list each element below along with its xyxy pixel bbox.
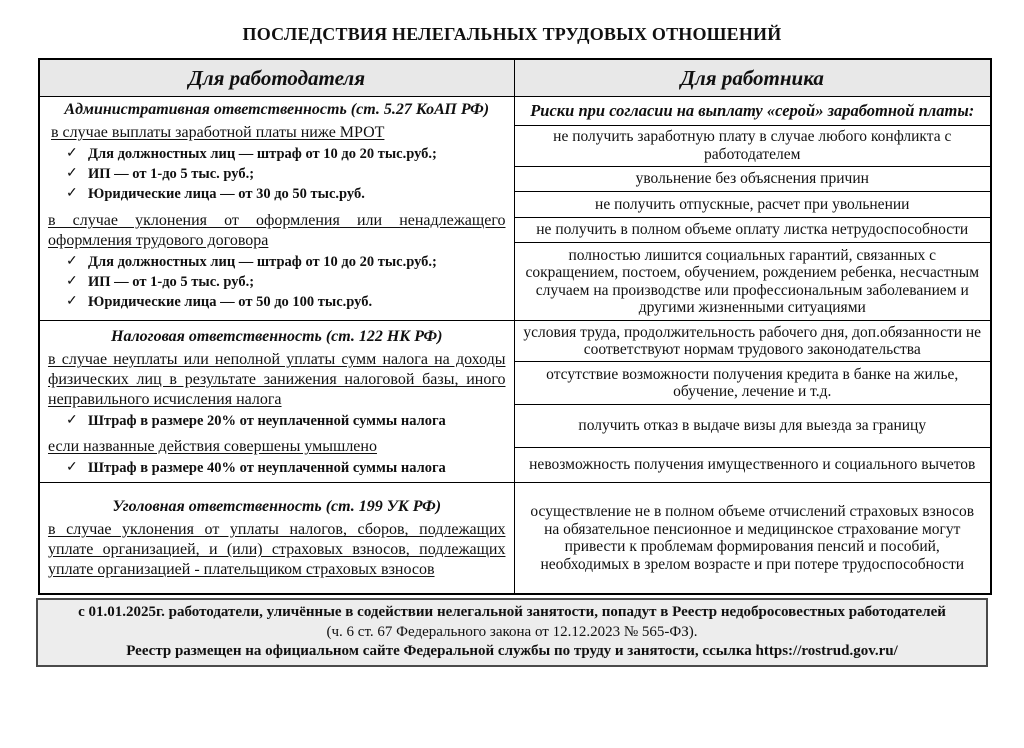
risk-item: не получить в полном объеме оплату листка нетрудоспособности bbox=[514, 217, 991, 243]
risk-item: отсутствие возможности получения кредита в банке на жилье, обучение, лечение и т.д. bbox=[514, 362, 991, 405]
list-item bbox=[48, 411, 506, 431]
registry-notice-line-1: с 01.01.2025г. работодатели, уличённые в содействии нелегальной занятости, попадут в Реестр недобросовестных работодателей bbox=[78, 604, 946, 620]
table-header-row bbox=[39, 59, 991, 97]
fine-text: Юридические лица — от 30 до 50 тыс.руб. bbox=[88, 186, 365, 202]
list-item bbox=[48, 292, 506, 312]
list-item bbox=[48, 458, 506, 478]
employee-risks-title: Риски при согласии на выплату «серой» заработной платы: bbox=[514, 97, 991, 126]
admin-fine-list-2 bbox=[48, 252, 506, 312]
fine-text: Юридические лица — от 50 до 100 тыс.руб. bbox=[88, 294, 373, 310]
tax-case-1: в случае неуплаты или неполной уплаты сумм налога на доходы физических лиц в результате занижения налоговой базы, иного неправильного исчисления налога bbox=[48, 351, 506, 408]
risk-item: не получить отпускные, расчет при увольнении bbox=[514, 192, 991, 218]
tax-section-title: Налоговая ответственность (ст. 122 НК РФ) bbox=[111, 328, 443, 345]
employer-column-header: Для работодателя bbox=[39, 59, 514, 97]
admin-case-1: в случае выплаты заработной платы ниже МРОТ bbox=[51, 124, 385, 141]
risk-item: невозможность получения имущественного и социального вычетов bbox=[514, 448, 991, 483]
list-item bbox=[48, 164, 506, 184]
fine-text: Штраф в размере 40% от неуплаченной суммы налога bbox=[88, 460, 446, 476]
check-icon: ✓ bbox=[66, 294, 78, 309]
employer-admin-cell bbox=[39, 97, 514, 321]
employer-tax-cell bbox=[39, 321, 514, 483]
page-title: ПОСЛЕДСТВИЯ НЕЛЕГАЛЬНЫХ ТРУДОВЫХ ОТНОШЕНИЙ bbox=[242, 24, 782, 44]
admin-case-2: в случае уклонения от оформления или ненадлежащего оформления трудового договора bbox=[48, 212, 506, 249]
admin-fine-list-1 bbox=[48, 144, 506, 204]
risk-item: условия труда, продолжительность рабочего дня, доп.обязанности не соответствуют нормам трудового законодательства bbox=[514, 321, 991, 362]
risk-item: осуществление не в полном объеме отчислений страховых взносов на обязательное пенсионное и медицинское страхование могут привести к проблемам формирования пенсий и пособий, необходимых в зрелом возрасте и при потере трудоспособности bbox=[514, 483, 991, 595]
registry-notice-line-3: Реестр размещен на официальном сайте Федеральной службы по труду и занятости, ссылка https://rostrud.gov.ru/ bbox=[126, 643, 898, 659]
check-icon: ✓ bbox=[66, 186, 78, 201]
document-page bbox=[0, 24, 1024, 748]
employee-column-header: Для работника bbox=[514, 59, 991, 97]
employer-criminal-cell bbox=[39, 483, 514, 595]
table-row bbox=[39, 321, 991, 362]
check-icon: ✓ bbox=[66, 413, 78, 428]
check-icon: ✓ bbox=[66, 460, 78, 475]
registry-notice bbox=[36, 598, 988, 667]
check-icon: ✓ bbox=[66, 146, 78, 161]
list-item bbox=[48, 144, 506, 164]
risk-item: полностью лишится социальных гарантий, связанных с сокращением, постоем, обучением, рождением ребенка, несчастным случаем на производстве или профессиональным заболеванием и другими жизненными ситуациями bbox=[514, 243, 991, 321]
list-item bbox=[48, 252, 506, 272]
risk-item: получить отказ в выдаче визы для выезда за границу bbox=[514, 405, 991, 448]
check-icon: ✓ bbox=[66, 166, 78, 181]
table-row bbox=[39, 483, 991, 595]
criminal-section-title: Уголовная ответственность (ст. 199 УК РФ) bbox=[112, 498, 442, 515]
fine-text: ИП — от 1-до 5 тыс. руб.; bbox=[88, 166, 255, 182]
table-row bbox=[39, 97, 991, 126]
fine-text: Для должностных лиц — штраф от 10 до 20 тыс.руб.; bbox=[88, 254, 437, 270]
admin-section-title: Административная ответственность (ст. 5.27 КоАП РФ) bbox=[64, 101, 490, 118]
fine-text: Для должностных лиц — штраф от 10 до 20 тыс.руб.; bbox=[88, 146, 437, 162]
list-item bbox=[48, 272, 506, 292]
tax-case-2: если названные действия совершены умышлено bbox=[48, 438, 377, 455]
fine-text: Штраф в размере 20% от неуплаченной суммы налога bbox=[88, 413, 446, 429]
criminal-case-1: в случае уклонения от уплаты налогов, сборов, подлежащих уплате организацией, и (или) страховых взносов, подлежащих уплате организацией - плательщиком страховых взносов bbox=[48, 521, 506, 578]
risk-item: увольнение без объяснения причин bbox=[514, 166, 991, 192]
check-icon: ✓ bbox=[66, 274, 78, 289]
list-item bbox=[48, 184, 506, 204]
fine-text: ИП — от 1-до 5 тыс. руб.; bbox=[88, 274, 255, 290]
check-icon: ✓ bbox=[66, 254, 78, 269]
risk-item: не получить заработную плату в случае любого конфликта с работодателем bbox=[514, 125, 991, 166]
registry-notice-line-2: (ч. 6 ст. 67 Федерального закона от 12.12.2023 № 565-ФЗ). bbox=[326, 623, 698, 640]
consequences-table bbox=[38, 58, 992, 595]
